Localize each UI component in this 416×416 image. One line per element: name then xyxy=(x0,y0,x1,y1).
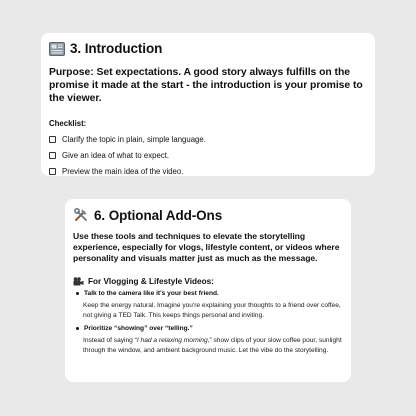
checklist-item-label: Preview the main idea of the video. xyxy=(62,166,184,176)
bullet-description-prefix: Instead of saying “ xyxy=(83,337,137,345)
vlogging-section-title: For Vlogging & Lifestyle Videos: xyxy=(88,277,214,286)
bullet-description xyxy=(83,336,343,355)
checklist-item-label: Give an idea of what to expect. xyxy=(62,150,170,160)
tools-icon xyxy=(73,207,89,223)
bullet-description: Keep the energy natural. Imagine you're explaining your thoughts to a friend over coffee, not giving a TED Talk. This keeps things personal and inviting. xyxy=(83,302,341,319)
addons-intro: Use these tools and techniques to elevate the storytelling experience, especially for vlogs, lifestyle content, or videos where personality and visuals matter just as much as the message. xyxy=(73,231,340,263)
bullet-dot xyxy=(76,327,79,330)
bullet-description-suffix: ,” show clips of your slow coffee pour, sunlight through the window, and ambient background music. Let the vibe do the storytelling. xyxy=(83,337,342,354)
bullet-item xyxy=(73,325,343,332)
checklist-item[interactable] xyxy=(49,150,367,160)
bullet-dot xyxy=(76,292,79,295)
bullet-description-quote: I had a relaxing morning xyxy=(136,337,208,345)
introduction-heading xyxy=(49,41,367,56)
newspaper-icon xyxy=(49,42,65,56)
vlogging-section-heading xyxy=(73,277,343,286)
bullet-item xyxy=(73,290,343,297)
addons-title: 6. Optional Add-Ons xyxy=(94,207,223,223)
checklist-item-label: Clarify the topic in plain, simple language. xyxy=(62,134,206,144)
introduction-card xyxy=(41,33,375,176)
checklist-item[interactable] xyxy=(49,134,367,144)
addons-heading xyxy=(73,207,343,223)
checkbox[interactable] xyxy=(49,136,56,143)
checklist-label: Checklist: xyxy=(49,119,87,128)
purpose-text: Purpose: Set expectations. A good story always fulfills on the promise it made at the start - the introduction is your promise to the viewer. xyxy=(49,67,363,104)
checkbox[interactable] xyxy=(49,152,56,159)
optional-addons-card xyxy=(65,199,351,382)
checkbox[interactable] xyxy=(49,168,56,175)
checklist-item[interactable] xyxy=(49,166,367,176)
bullet-heading: Prioritize “showing” over “telling.” xyxy=(84,325,193,333)
introduction-title: 3. Introduction xyxy=(70,41,163,56)
movie-camera-icon xyxy=(73,277,84,286)
bullet-heading: Talk to the camera like it's your best friend. xyxy=(84,290,219,297)
